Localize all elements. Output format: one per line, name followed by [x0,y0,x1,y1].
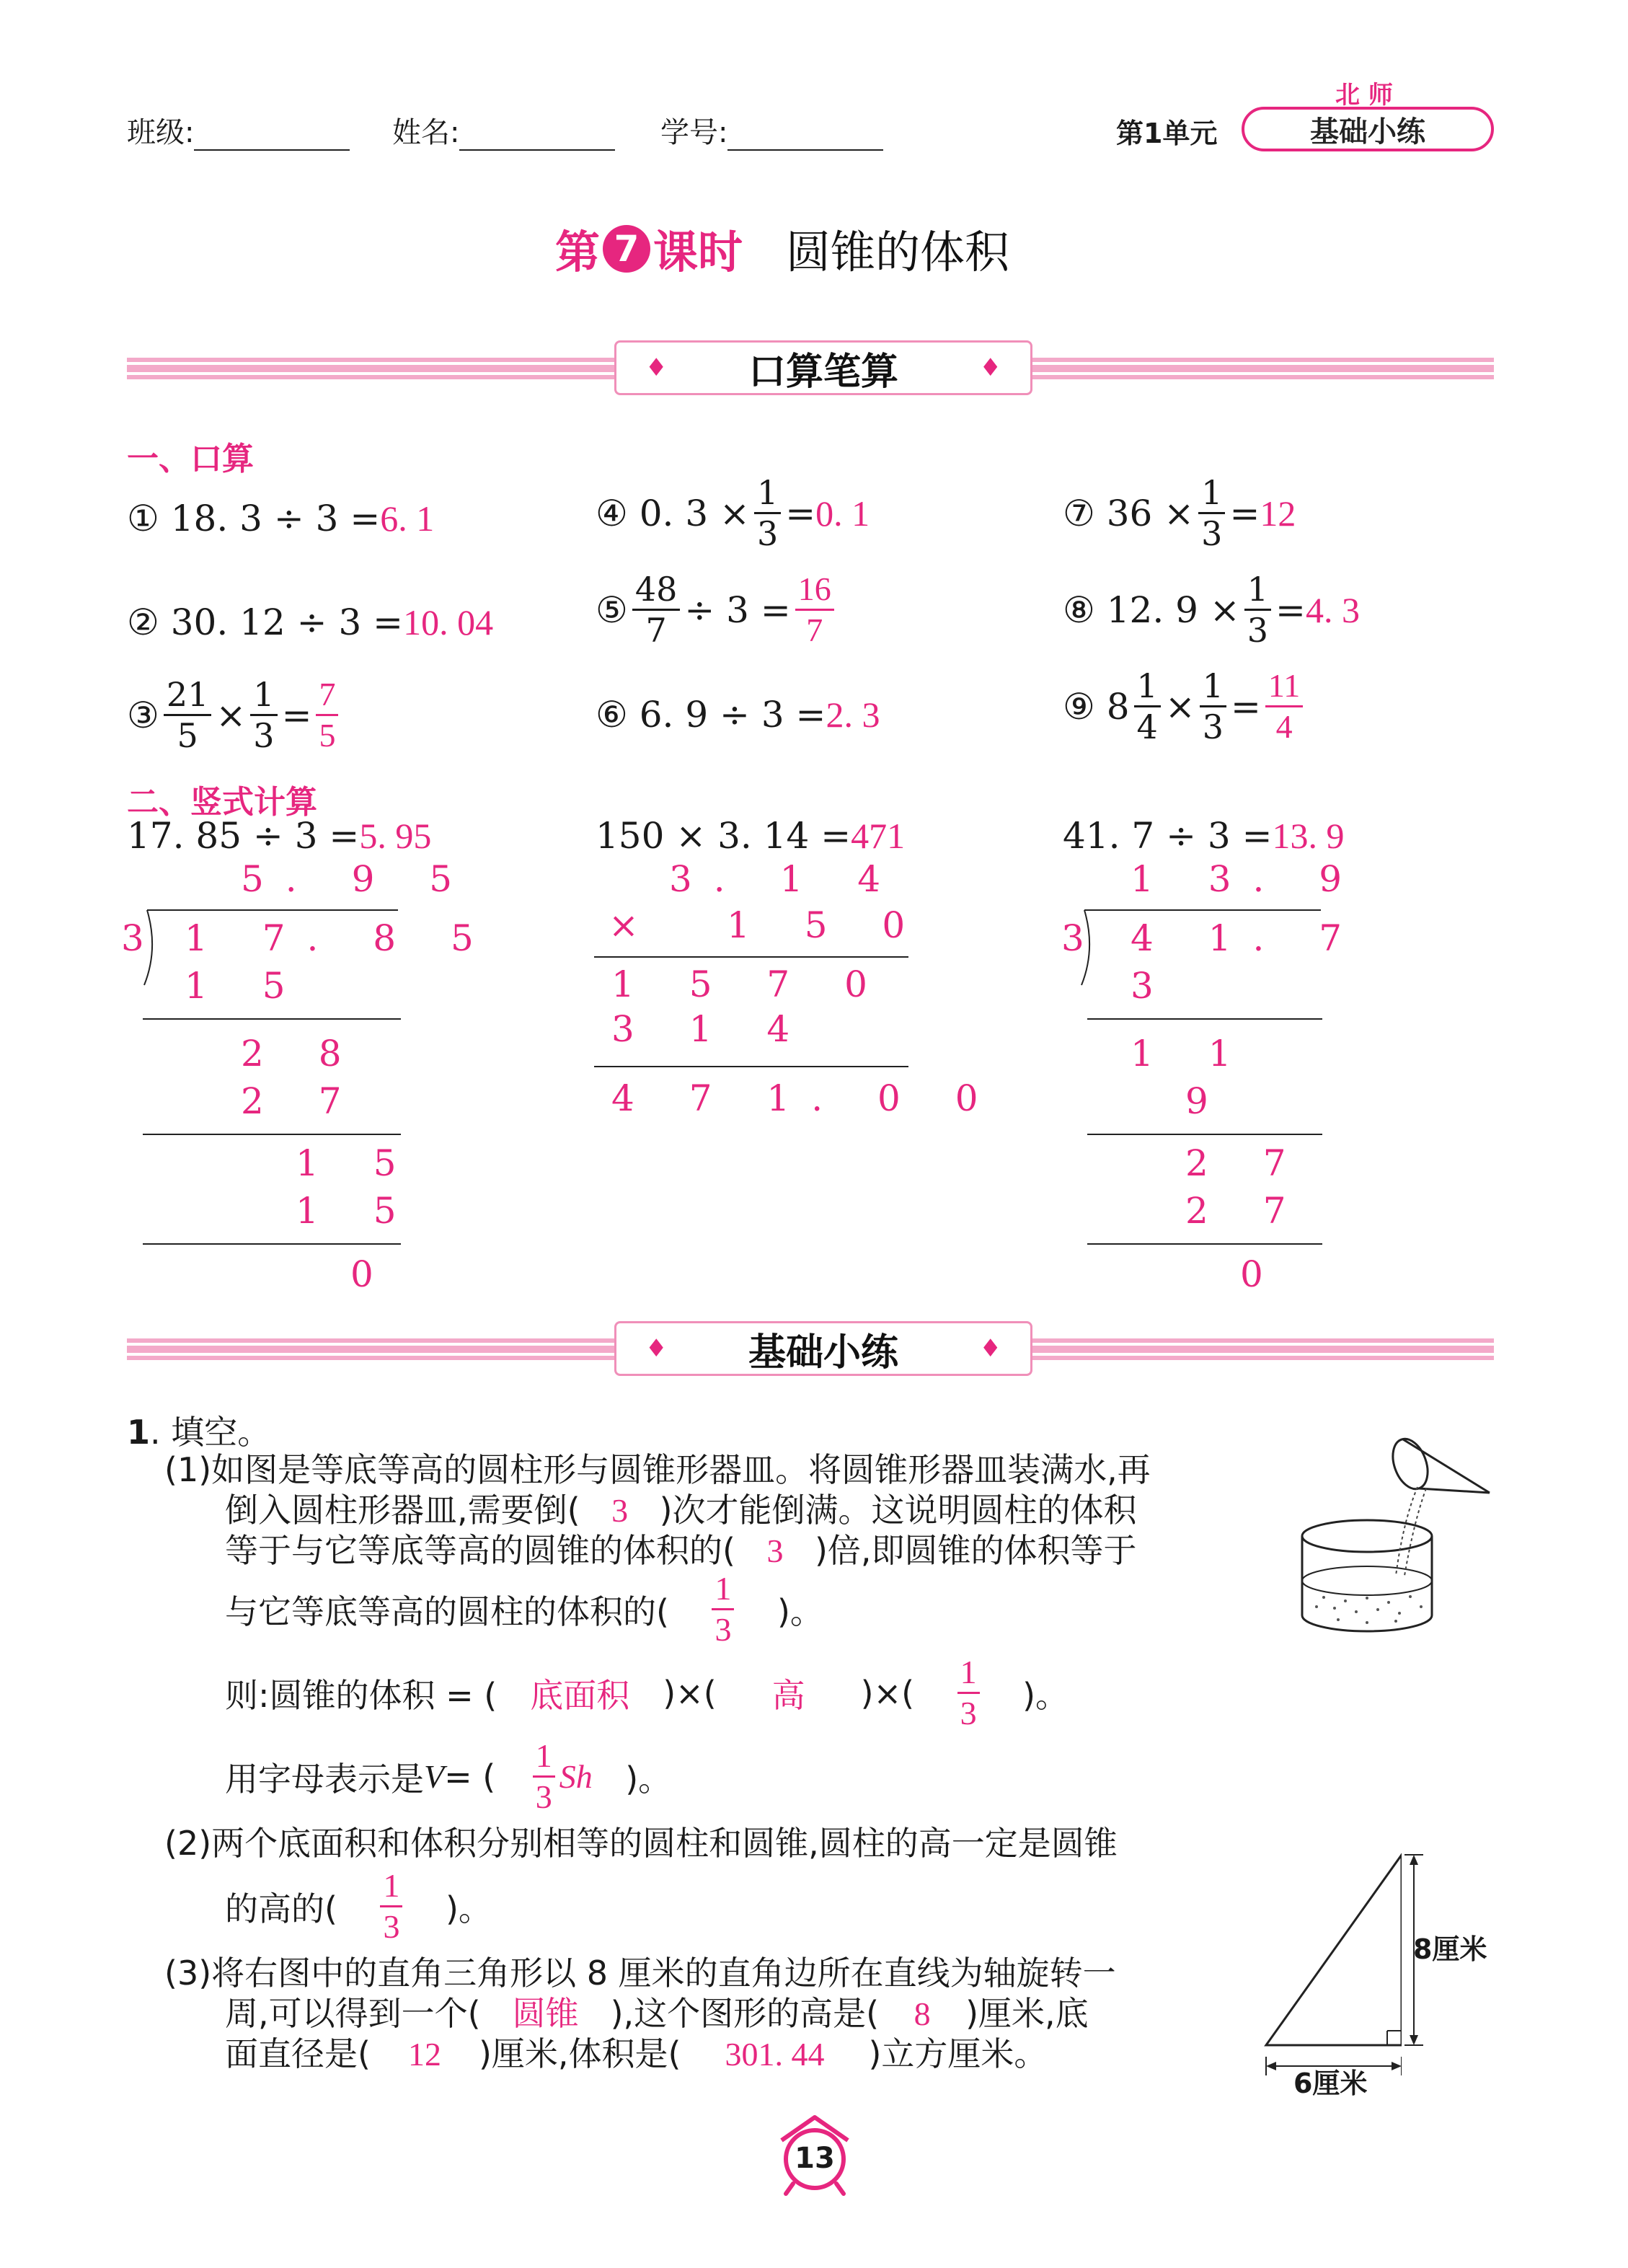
calc3-row: 0 [1240,1253,1285,1295]
class-field [127,110,350,151]
item-fraction: $\frac{1}{3}$ [1200,669,1226,744]
answer-blank[interactable]: 301. 44 [725,2036,825,2073]
calc1-row: 0 [350,1253,395,1295]
vertical-heading: 二、竖式计算 [127,784,317,821]
lesson-title [555,216,1009,281]
item-expr: 12. 9 × [1106,588,1240,631]
item-answer: 12 [1260,493,1296,534]
item-fraction: $\frac{1}{3}$ [1198,476,1225,550]
calc2-expr: 150 × 3. 14 = 471 [596,815,906,857]
calc1-quotient: 5. 9 5 [241,858,474,900]
item-answer: 6. 1 [380,498,435,539]
answer-blank[interactable]: 3 [766,1532,784,1569]
answer-blank[interactable]: 3 [611,1492,629,1529]
name-blank[interactable] [459,149,615,151]
height-label: 8厘米 [1413,1933,1487,1965]
item-fraction: $\frac{1}{3}$ [250,678,277,752]
item-answer: 4. 3 [1305,589,1360,630]
diamond-icon: ♦ [979,1334,1001,1363]
class-label: 班级: [127,116,195,149]
calc2-row: 1 5 7 0 [611,963,889,1005]
q1p1-line6: 用字母表示是 V = ( $\frac{1}{3}$ Sh )。 [225,1737,672,1815]
name-label: 姓名: [392,116,460,149]
item-index: ⑧ [1063,588,1095,631]
unit-label: 第1单元 [1116,118,1218,149]
item-index: ① [127,498,159,539]
class-blank[interactable] [194,149,350,151]
item-index: ③ [127,694,159,736]
q1p2-line2: 的高的( $\frac{1}{3}$ )。 [225,1867,492,1945]
q1p1-line5: 则:圆锥的体积 = ( 底面积 )×( 高 )×( $\frac{1}{3}$ )。 [225,1654,1069,1731]
answer-blank[interactable]: 12 [407,2036,441,2073]
brand-badge [1242,107,1494,151]
calc2-row: 3 1 4 [611,1008,812,1050]
q1p2-line1: (2)两个底面积和体积分别相等的圆柱和圆锥,圆柱的高一定是圆锥 [164,1824,1118,1863]
item-answer: 0. 1 [815,493,870,534]
lesson-suffix: 课时 [653,226,743,278]
calc3-quotient: 1 3. 9 [1131,858,1364,900]
q1p1-line2: 倒入圆柱形器皿,需要倒( 3 )次才能倒满。这说明圆柱的体积 [225,1491,1137,1530]
oral-item-5 [596,570,839,650]
brand-name: 基础小练 [1310,115,1425,149]
calc1-divisor: 3 [121,917,166,959]
item-answer: $\frac{11}{4}$ [1265,669,1303,744]
item-index: ④ [596,492,628,534]
diamond-icon: ♦ [645,353,668,382]
calc1-row: 1 5 [296,1190,418,1232]
item-expr: 18. 3 ÷ 3 = [170,498,381,539]
name-field [392,110,615,151]
item-index: ⑥ [596,694,628,736]
calc1-dividend: 1 7. 8 5 [185,917,495,959]
item-answer: 10. 04 [403,602,494,643]
calc3-rule [1087,1134,1322,1135]
calc-answer: 471 [851,816,906,856]
calc3-expr: 41. 7 ÷ 3 = 13. 9 [1063,815,1345,857]
calc3-row: 3 [1131,965,1175,1007]
calc1-row: 2 7 [241,1080,363,1122]
item-index: ⑦ [1063,492,1095,534]
section2-banner [614,1321,1032,1376]
item-index: ⑤ [596,588,628,631]
calc3-row: 2 7 [1185,1142,1308,1184]
calc1-row: 1 5 [296,1142,418,1184]
calc1-row: 1 5 [185,965,307,1007]
id-blank[interactable] [727,149,883,151]
answer-blank[interactable]: $\frac{1}{3}$ [914,1656,1022,1730]
calc2-mult: 1 5 0 [727,904,927,946]
calc2-rule [594,1066,908,1067]
calc-answer: 5. 95 [359,816,432,856]
q1p1-line1: (1)如图是等底等高的圆柱形与圆锥形器皿。将圆锥形器皿装满水,再 [164,1450,1151,1489]
calc3-divisor: 3 [1061,917,1106,959]
item-expr: 30. 12 ÷ 3 = [170,601,404,643]
answer-blank[interactable]: $\frac{1}{3}$ Sh [495,1739,625,1814]
item-fraction: $\frac{1}{4}$ [1134,669,1161,744]
item-fraction: $\frac{48}{7}$ [632,573,681,647]
item-fraction: $\frac{1}{3}$ [754,476,781,550]
oral-item-9: ⑨ 8 $\frac{1}{4}$ × $\frac{1}{3}$ = $\frac{11}{4}$ [1063,669,1307,744]
answer-blank[interactable]: 8 [913,1995,931,2032]
item-expr: 0. 3 × [639,492,750,534]
calc3-dividend: 4 1. 7 [1131,917,1364,959]
q1p3-line2: 周,可以得到一个( 圆锥 ),这个图形的高是( 8 )厘米,底 [225,1987,1089,2035]
item-index: ⑨ [1063,685,1095,728]
diamond-icon: ♦ [645,1334,668,1363]
calc1-row: 2 8 [241,1033,363,1075]
item-answer: 2. 3 [826,694,880,735]
calc2-top: 3. 1 4 [669,858,903,900]
id-field [660,110,883,151]
item-fraction: $\frac{1}{3}$ [1244,573,1271,647]
lesson-topic: 圆锥的体积 [786,226,1010,278]
oral-item-8: ⑧ 12. 9 × $\frac{1}{3}$ = 4. 3 [1063,570,1360,650]
oral-item-3: ③ $\frac{21}{5}$ × $\frac{1}{3}$ = $\frac{7}{5}$ [127,678,342,752]
item-expr: ÷ 3 = [684,588,791,631]
calc1-expr: 17. 85 ÷ 3 = 5. 95 [127,815,432,857]
calc2-sign: × [609,904,660,946]
section2-title: 基础小练 [748,1331,898,1375]
calc2-row: 4 7 1. 0 0 [611,1077,1000,1119]
q1p3-line3: 面直径是( 12 )厘米,体积是( 301. 44 )立方厘米。 [225,2034,1048,2073]
calc3-row: 1 1 [1131,1033,1253,1075]
oral-item-4: ④ 0. 3 × $\frac{1}{3}$ = 0. 1 [596,473,870,553]
section1-title: 口算笔算 [748,350,898,394]
id-label: 学号: [660,116,728,149]
q1p3-line1: (3)将右图中的直角三角形以 8 厘米的直角边所在直线为轴旋转一 [164,1954,1116,1993]
section1-banner [614,340,1032,395]
lesson-prefix: 第 [555,226,601,278]
calc3-row: 9 [1185,1080,1230,1122]
item-expr: 6. 9 ÷ 3 = [639,694,826,736]
q1p1-line3: 等于与它等底等高的圆锥的体积的( 3 )倍,即圆锥的体积等于 [225,1531,1137,1570]
lesson-number: 7 [603,225,650,273]
answer-blank[interactable]: 圆锥 [512,1995,579,2032]
calc3-rule [1087,1018,1322,1020]
oral-item-2 [127,601,493,643]
q1-heading: 1. 填空。 [127,1413,271,1452]
brand-top: 北 师 [1335,81,1393,110]
q1p1-line4: 与它等底等高的圆柱的体积的( $\frac{1}{3}$ )。 [225,1570,823,1648]
oral-item-7: ⑦ 36 × $\frac{1}{3}$ = 12 [1063,473,1296,553]
calc2-rule [594,956,908,958]
oral-item-1 [127,498,434,539]
page-number: 13 [795,2142,835,2175]
answer-blank[interactable]: $\frac{1}{3}$ [337,1869,446,1943]
oral-item-6 [596,694,880,736]
calc3-rule [1087,1243,1322,1245]
calc3-row: 2 7 [1185,1190,1308,1232]
item-answer: $\frac{16}{7}$ [795,573,834,647]
calc1-rule [143,1018,401,1020]
answer-blank[interactable]: $\frac{1}{3}$ [669,1572,777,1646]
calc1-rule [143,1243,401,1245]
calc-answer: 13. 9 [1272,816,1345,856]
oral-heading: 一、口算 [127,441,254,477]
answer-blank[interactable]: 高 [771,1677,805,1714]
item-fraction: $\frac{21}{5}$ [164,678,212,752]
base-label: 6厘米 [1293,2068,1368,2099]
answer-blank[interactable]: 底面积 [530,1677,630,1714]
calc1-rule [143,1134,401,1135]
diamond-icon: ♦ [979,353,1001,382]
cylinder-cone-figure [1295,1435,1497,1651]
item-answer: $\frac{7}{5}$ [316,678,338,752]
item-index: ② [127,601,159,643]
item-expr: 36 × [1106,492,1195,534]
